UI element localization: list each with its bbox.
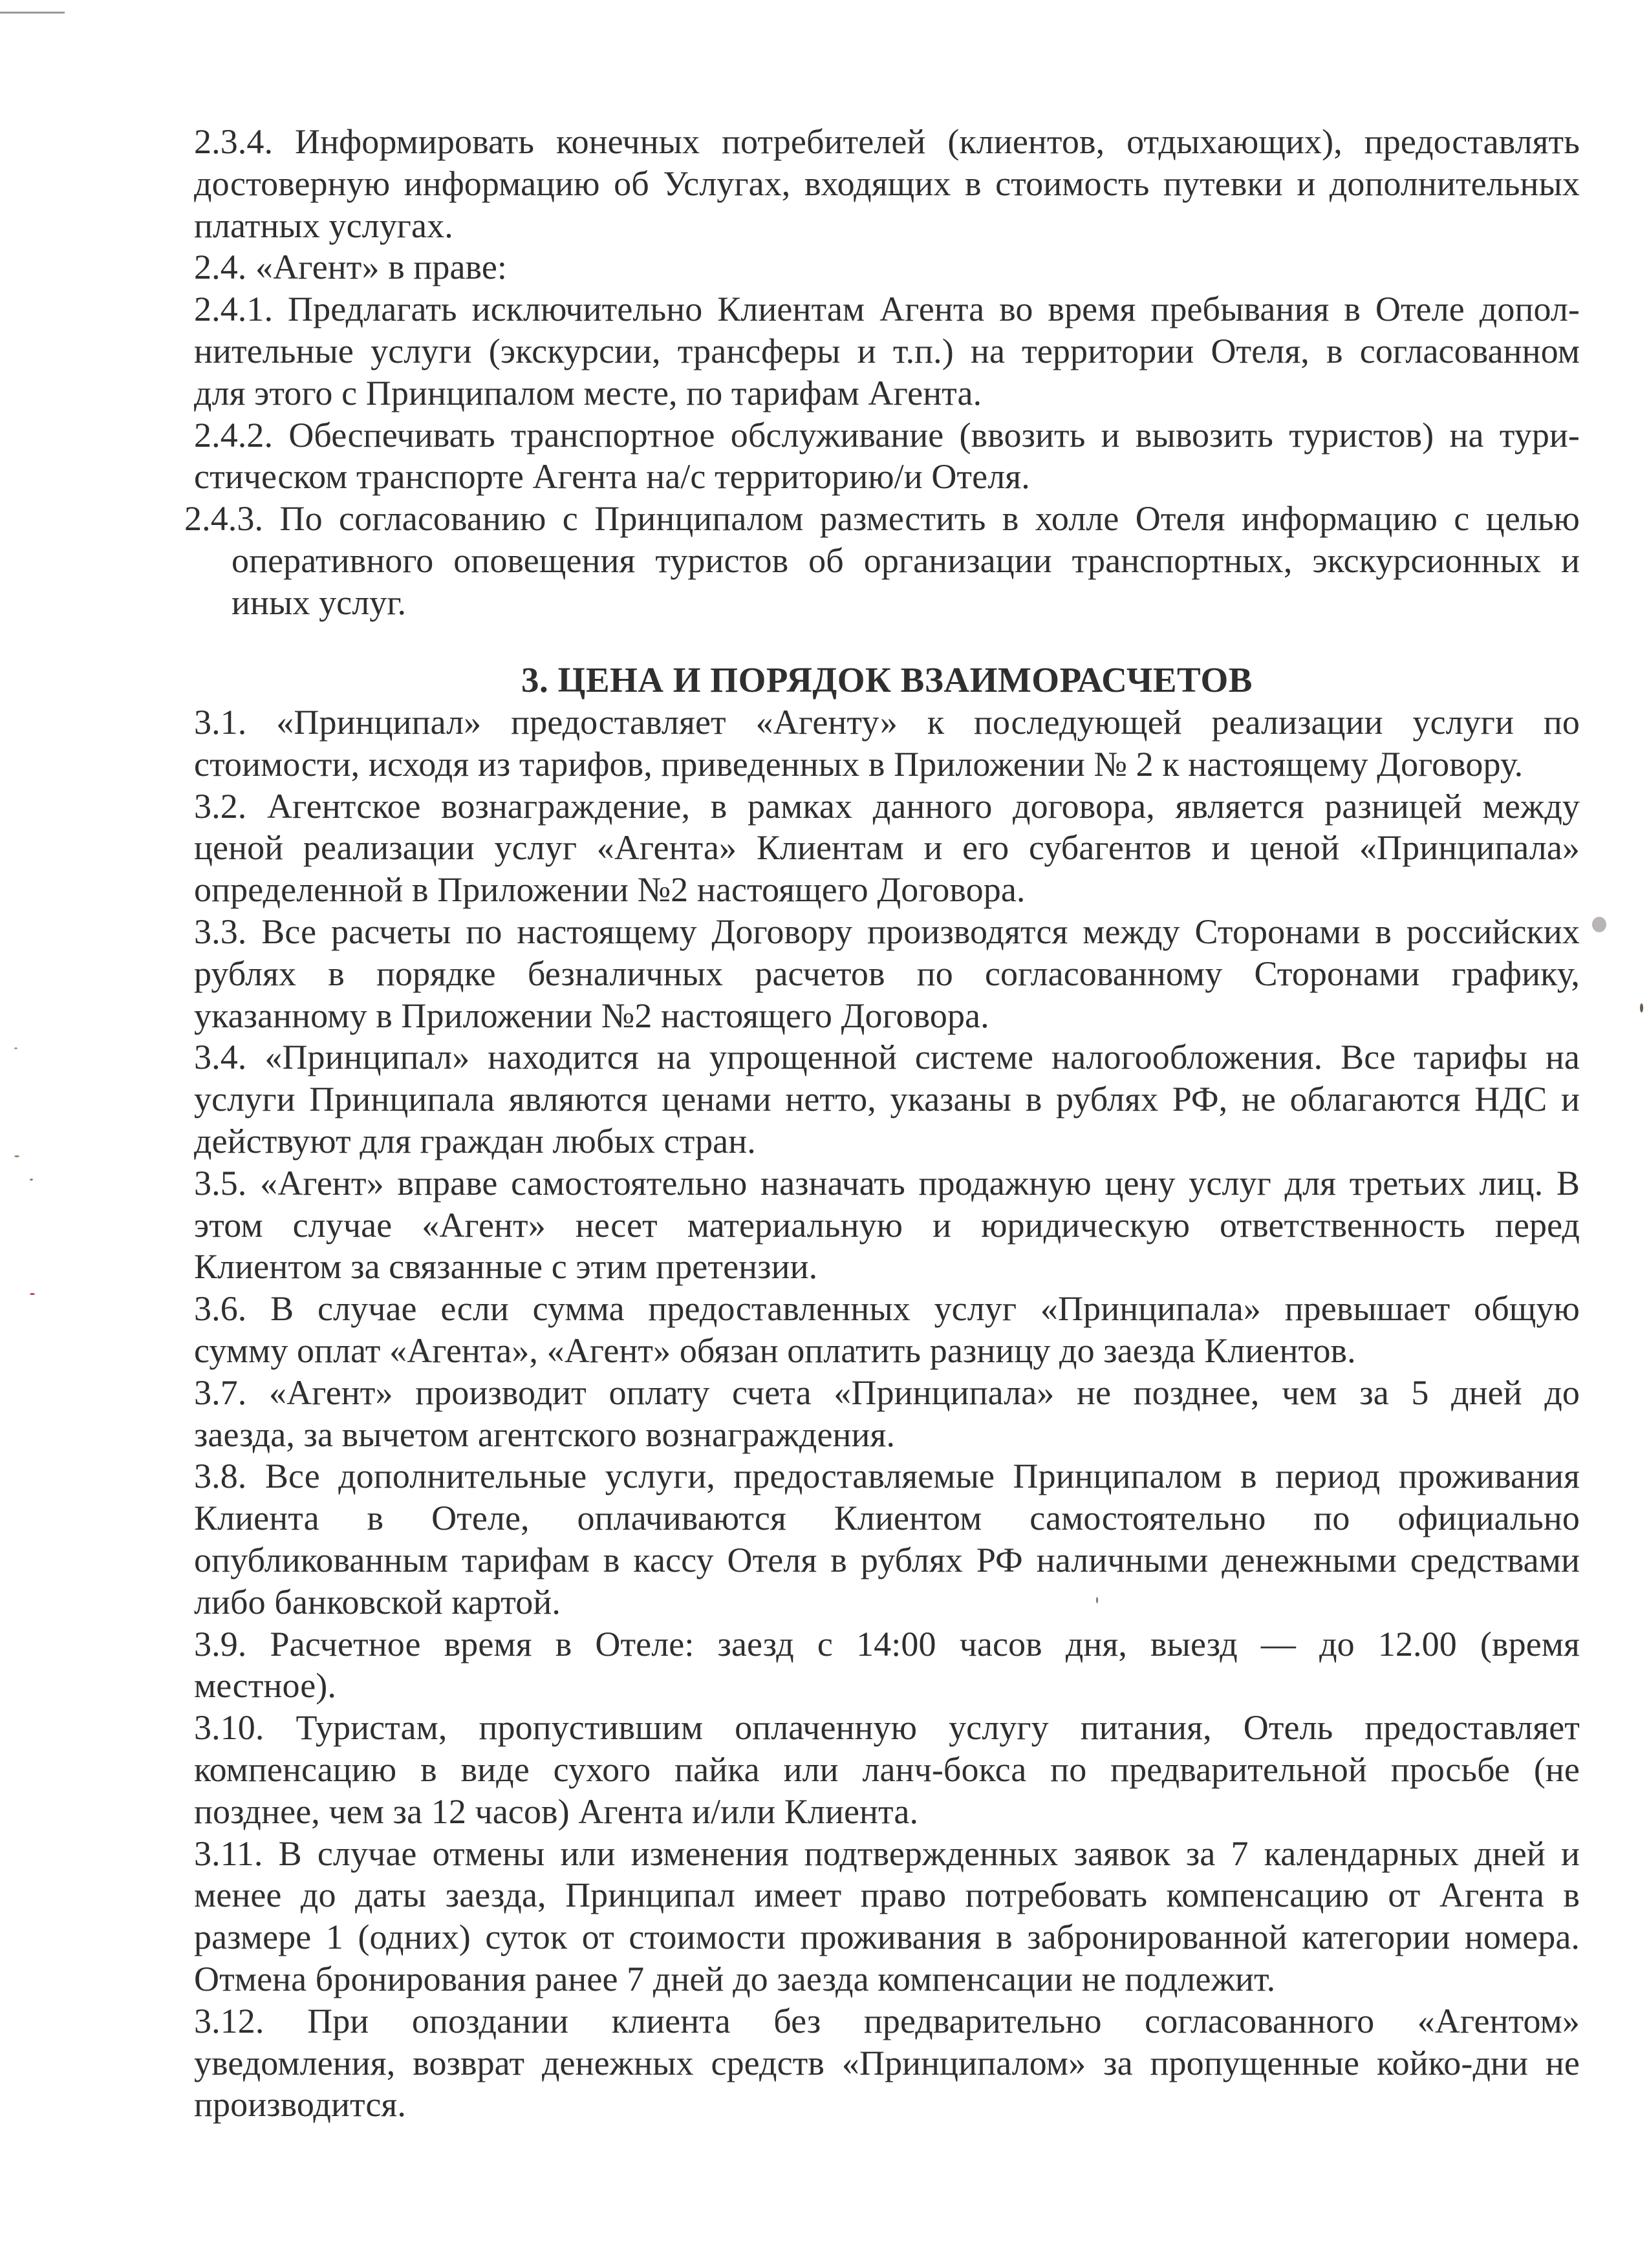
paragraph-line: Отмена бронирования ранее 7 дней до заезда компенсации не подлежит. — [194, 1959, 1276, 1998]
paragraph-line: уведомления, возврат денежных средств «Принципалом» за пропущенные койко-дни не — [194, 2043, 1580, 2082]
paragraph-item-3-1 — [194, 701, 1580, 786]
section-3-heading — [194, 659, 1580, 701]
paragraph-line: позднее, чем за 12 часов) Агента и/или Клиента. — [194, 1792, 919, 1831]
paragraph-line: иных услуг. — [232, 583, 407, 622]
paragraph-line: 3.9. Расчетное время в Отеле: заезд с 14:00 часов дня, выезд — до 12.00 (время — [194, 1624, 1580, 1664]
paragraph-item-3-12 — [194, 2000, 1580, 2126]
paragraph-item-3-8 — [194, 1455, 1580, 1623]
paragraph-line: либо банковской картой. — [194, 1582, 561, 1621]
paragraph-line: 3.4. «Принципал» находится на упрощенной системе налогообложения. Все тарифы на — [194, 1038, 1580, 1077]
scan-artifact-line — [0, 12, 65, 14]
paragraph-item-3-11 — [194, 1833, 1580, 2000]
paragraph-item-3-3 — [194, 911, 1580, 1036]
paragraph-item-3-9 — [194, 1623, 1580, 1707]
paragraph-item-3-4 — [194, 1036, 1580, 1162]
paragraph-line: 2.3.4. Информировать конечных потребителей (клиентов, отдыхающих), предоставлять — [194, 122, 1580, 161]
paragraph-line: 3.8. Все дополнительные услуги, предоставляемые Принципалом в период проживания — [194, 1457, 1580, 1496]
paragraph-line: сумму оплат «Агента», «Агент» обязан оплатить разницу до заезда Клиентов. — [194, 1331, 1356, 1370]
paragraph-line: 3.5. «Агент» вправе самостоятельно назначать продажную цену услуг для третьих лиц. В — [194, 1163, 1580, 1203]
paragraph-line: рублях в порядке безналичных расчетов по согласованному Сторонами графику, — [194, 954, 1580, 993]
paragraph-line: менее до даты заезда, Принципал имеет право потребовать компенсацию от Агента в — [194, 1876, 1580, 1915]
paragraph-line: 3.2. Агентское вознаграждение, в рамках данного договора, является разницей между — [194, 786, 1580, 826]
paragraph-line: 2.4.1. Предлагать исключительно Клиентам Агента во время пребывания в Отеле допол- — [194, 290, 1580, 329]
paragraph-line: производится. — [194, 2085, 406, 2124]
paragraph-line: 3.11. В случае отмены или изменения подтвержденных заявок за 7 календарных дней и — [194, 1834, 1580, 1873]
paragraph-item-2-4-2 — [194, 414, 1580, 498]
paragraph-line: нительные услуги (экскурсии, трансферы и т.п.) на территории Отеля, в согласованном — [194, 331, 1580, 370]
paragraph-line: этом случае «Агент» несет материальную и юридическую ответственность перед — [194, 1205, 1580, 1245]
paragraph-line: заезда, за вычетом агентского вознаграждения. — [194, 1415, 896, 1454]
section-2-items — [184, 121, 1580, 624]
paragraph-item-3-6 — [194, 1288, 1580, 1372]
paragraph-line: 2.4.2. Обеспечивать транспортное обслуживание (ввозить и вывозить туристов) на тури- — [194, 415, 1580, 455]
paragraph-line: стоимости, исходя из тарифов, приведенных в Приложении № 2 к настоящему Договору. — [194, 744, 1524, 784]
paragraph-line: Клиентом за связанные с этим претензии. — [194, 1247, 818, 1287]
paragraph-line: оперативного оповещения туристов об организации транспортных, экскурсионных и — [232, 540, 1580, 580]
paragraph-line: услуги Принципала являются ценами нетто, указаны в рублях РФ, не облагаются НДС и — [194, 1080, 1580, 1119]
paragraph-item-3-10 — [194, 1707, 1580, 1832]
paragraph-line: определенной в Приложении №2 настоящего Договора. — [194, 870, 1026, 910]
scan-artifact-speck — [14, 1155, 19, 1157]
paragraph-line: размере 1 (одних) суток от стоимости проживания в забронированной категории номера. — [194, 1918, 1580, 1957]
paragraph-line: 3.12. При опоздании клиента без предварительно согласованного «Агентом» — [194, 2001, 1580, 2040]
paragraph-line: для этого с Принципалом месте, по тарифам Агента. — [194, 373, 982, 412]
paragraph-line: 3.1. «Принципал» предоставляет «Агенту» к последующей реализации услуги по — [194, 703, 1580, 742]
section-3-heading-text: 3. ЦЕНА И ПОРЯДОК ВЗАИМОРАСЧЕТОВ — [521, 660, 1253, 700]
paragraph-item-3-2 — [194, 786, 1580, 911]
paragraph-line: опубликованным тарифам в кассу Отеля в рублях РФ наличными денежными средствами — [194, 1540, 1580, 1579]
paragraph-item-3-5 — [194, 1162, 1580, 1288]
paragraph-line: 3.7. «Агент» производит оплату счета «Принципала» не позднее, чем за 5 дней до — [194, 1373, 1580, 1412]
paragraph-line: 3.6. В случае если сумма предоставленных услуг «Принципала» превышает общую — [194, 1289, 1580, 1329]
paragraph-item-3-7 — [194, 1372, 1580, 1456]
paragraph-line: стическом транспорте Агента на/с территорию/и Отеля. — [194, 457, 1030, 497]
paragraph-item-2-3-4 — [194, 121, 1580, 246]
paragraph-line: 2.4.3. По согласованию с Принципалом разместить в холле Отеля информацию с целью — [184, 499, 1580, 539]
paragraph-item-2-4-3 — [184, 498, 1580, 623]
paragraph-line: платных услугах. — [194, 206, 453, 245]
scan-artifact-speck — [1592, 917, 1606, 932]
paragraph-line: Клиента в Отеле, оплачиваются Клиентом самостоятельно по официально — [194, 1499, 1580, 1538]
scan-artifact-speck — [1640, 1003, 1643, 1012]
paragraph-line: компенсацию в виде сухого пайка или ланч-бокса по предварительной просьбе (не — [194, 1749, 1580, 1789]
paragraph-line: достоверную информацию об Услугах, входящих в стоимость путевки и дополнительных — [194, 164, 1580, 203]
section-3-items — [194, 701, 1580, 2126]
paragraph-line: действуют для граждан любых стран. — [194, 1121, 756, 1161]
scan-artifact-speck — [14, 1047, 17, 1049]
paragraph-line: ценой реализации услуг «Агента» Клиентам и его субагентов и ценой «Принципала» — [194, 828, 1580, 868]
paragraph-line: 3.3. Все расчеты по настоящему Договору производятся между Сторонами в российских — [194, 912, 1580, 951]
paragraph-line: 2.4. «Агент» в праве: — [194, 248, 508, 287]
paragraph-line: 3.10. Туристам, пропустившим оплаченную услугу питания, Отель предоставляет — [194, 1708, 1580, 1748]
paragraph-item-2-4-1 — [194, 288, 1580, 414]
paragraph-line: указанному в Приложении №2 настоящего Договора. — [194, 996, 989, 1035]
paragraph-item-2-4 — [194, 246, 1580, 288]
paragraph-line: местное). — [194, 1666, 336, 1706]
scan-artifact-speck — [30, 1293, 35, 1295]
scan-artifact-speck — [30, 1179, 33, 1181]
